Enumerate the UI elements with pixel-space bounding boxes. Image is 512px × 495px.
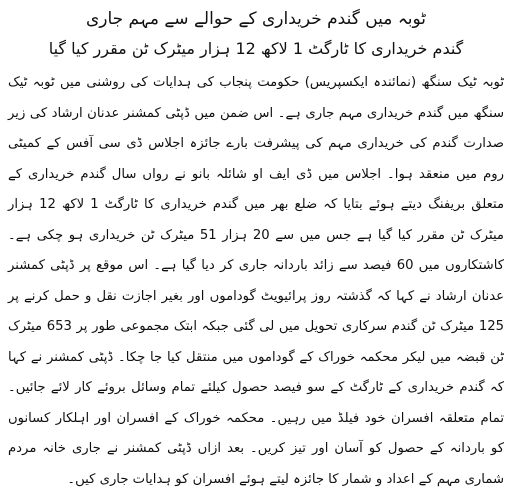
article-subheadline: گندم خریداری کا ٹارگٹ 1 لاکھ 12 ہزار میٹرک ٹن مقرر کیا گیا xyxy=(48,39,464,58)
article-body: ٹوبہ ٹیک سنگھ (نمائندہ ایکسپریس) حکومت پنجاب کی ہدایات کی روشنی میں ٹوبہ ٹیک سنگھ میں گندم خریداری مہم جاری ہے۔ اس ضمن میں ڈپٹی کمشنر عدنان ارشاد کی زیر صدارت گندم کی خریداری مہم کی پیشرفت بارے جائزہ اجلاس ڈی سی آفس کے کمیٹی روم میں منعقد ہوا۔ اجلاس میں ڈی ایف او شائلہ بانو نے رواں سال گندم خریداری کے متعلق بریفنگ دیتے ہوئے بتایا کہ ضلع بھر میں گندم خریداری کا ٹارگٹ 1 لاکھ 12 ہزار میٹرک ٹن مقرر کیا گیا ہے جس میں سے 20 ہزار 51 میٹرک ٹن خریداری ہو چکی ہے۔ کاشتکاروں میں 60 فیصد سے زائد باردانہ جاری کر دیا گیا ہے۔ اس موقع پر ڈپٹی کمشنر عدنان ارشاد نے کہا کہ گذشتہ روز پرائیویٹ گوداموں اور بغیر اجازت نقل و حمل کرنے پر 125 میٹرک ٹن گندم سرکاری تحویل میں لی گئی جبکہ ابتک مجموعی طور پر 653 میٹرک ٹن قبضہ میں لیکر محکمہ خوراک کے گوداموں میں منتقل کیا جا چکا۔ ڈپٹی کمشنر نے کہا کہ گندم خریداری کے ٹارگٹ کے سو فیصد حصول کیلئے تمام وسائل بروئے کار لائے جائیں۔ تمام متعلقہ افسران خود فیلڈ میں رہیں۔ محکمہ خوراک کے افسران اور اہلکار کسانوں کو باردانہ کے حصول کو آسان اور تیز کریں۔ بعد ازاں ڈپٹی کمشنر نے جاری خانہ مردم شماری مہم کے اعداد و شمار کا جائزہ لیتے ہوئے افسران کو ہدایات جاری کیں۔ xyxy=(8,75,505,487)
article-headline: ٹوبہ میں گندم خریداری کے حوالے سے مہم جاری xyxy=(85,9,427,29)
